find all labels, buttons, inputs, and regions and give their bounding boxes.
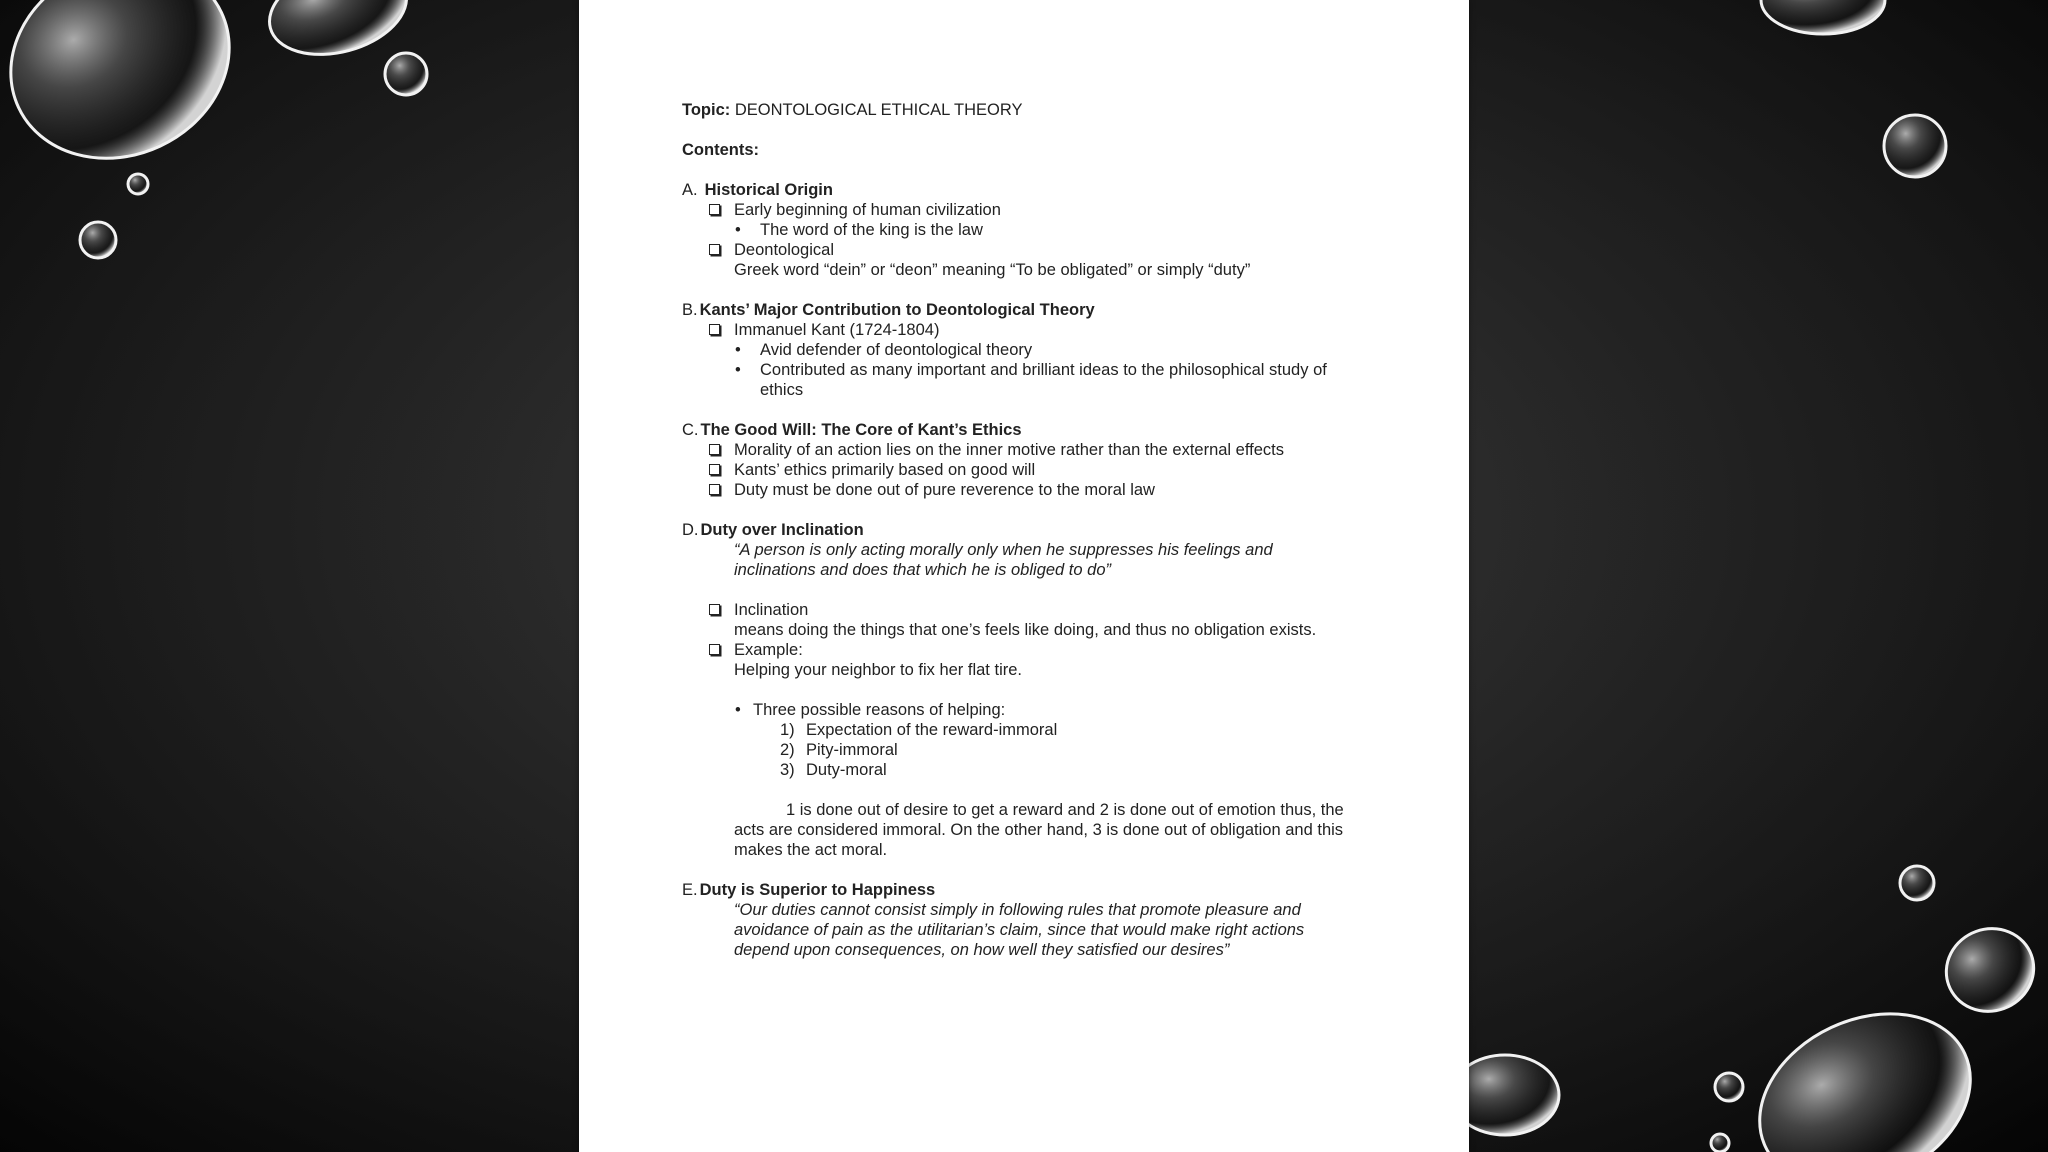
section-b-heading xyxy=(682,300,1402,320)
bullet-icon: • xyxy=(735,701,741,719)
list-item: Deontological xyxy=(682,240,1402,260)
topic-value: DEONTOLOGICAL ETHICAL THEORY xyxy=(734,101,1023,119)
numbered-item: 3) Duty-moral xyxy=(780,761,887,779)
section-d-title: Duty over Inclination xyxy=(700,521,864,539)
bullet-icon: • xyxy=(735,341,741,359)
list-item: • Contributed as many important and brilliant ideas to the philosophical study of ethics xyxy=(735,361,1327,399)
section-d-letter: D. xyxy=(682,521,699,539)
bullet-icon: • xyxy=(735,361,741,379)
section-a-title: Historical Origin xyxy=(704,181,833,199)
section-e-quote: “Our duties cannot consist simply in following rules that promote pleasure and avoidance of pain as the utilitarian’s claim, since that would make right actions depend upon consequences, on how well they satisfied our desires” xyxy=(734,901,1305,959)
list-item: Immanuel Kant (1724-1804) xyxy=(682,320,1402,340)
section-c-heading xyxy=(682,420,1402,440)
section-b-letter: B. xyxy=(682,301,698,319)
section-a-heading xyxy=(682,180,1402,200)
list-item: • Avid defender of deontological theory xyxy=(735,341,1033,359)
list-item: Morality of an action lies on the inner motive rather than the external effects xyxy=(682,440,1402,460)
contents-heading: Contents: xyxy=(682,141,759,159)
topic-line xyxy=(682,100,1402,120)
section-d-heading xyxy=(682,520,1402,540)
topic-label: Topic: xyxy=(682,101,731,119)
list-item: Early beginning of human civilization xyxy=(682,200,1402,220)
section-c-title: The Good Will: The Core of Kant’s Ethics xyxy=(700,421,1022,439)
checkbox-bullet-icon xyxy=(709,204,720,215)
checkbox-bullet-icon xyxy=(709,244,720,255)
item-description: means doing the things that one’s feels like doing, and thus no obligation exists. xyxy=(734,621,1317,639)
section-d-quote: “A person is only acting morally only when he suppresses his feelings and inclinations and does that which he is obliged to do” xyxy=(734,541,1273,579)
section-e-heading xyxy=(682,880,1402,900)
checkbox-bullet-icon xyxy=(709,644,720,655)
document-page xyxy=(579,0,1469,1152)
section-b-title: Kants’ Major Contribution to Deontological Theory xyxy=(699,301,1095,319)
section-a-letter: A. xyxy=(682,181,698,199)
section-d-conclusion: 1 is done out of desire to get a reward and 2 is done out of emotion thus, the acts are considered immoral. On the other hand, 3 is done out of obligation and this makes the act moral. xyxy=(734,801,1344,859)
numbered-item: 2) Pity-immoral xyxy=(780,741,898,759)
item-description: Helping your neighbor to fix her flat tire. xyxy=(734,661,1022,679)
numbered-item: 1) Expectation of the reward-immoral xyxy=(780,721,1058,739)
section-c-letter: C. xyxy=(682,421,699,439)
list-item: Duty must be done out of pure reverence to the moral law xyxy=(682,480,1402,500)
list-item: Kants’ ethics primarily based on good will xyxy=(682,460,1402,480)
checkbox-bullet-icon xyxy=(709,444,720,455)
section-e-letter: E. xyxy=(682,881,698,899)
checkbox-bullet-icon xyxy=(709,484,720,495)
checkbox-bullet-icon xyxy=(709,604,720,615)
list-item: Example: xyxy=(682,640,1402,660)
section-e-title: Duty is Superior to Happiness xyxy=(699,881,936,899)
list-item: • The word of the king is the law xyxy=(735,221,983,239)
list-item: Inclination xyxy=(682,600,1402,620)
list-item: • Three possible reasons of helping: xyxy=(735,701,1006,719)
item-description: Greek word “dein” or “deon” meaning “To be obligated” or simply “duty” xyxy=(734,261,1251,279)
checkbox-bullet-icon xyxy=(709,464,720,475)
document-body xyxy=(682,100,1402,960)
checkbox-bullet-icon xyxy=(709,324,720,335)
bullet-icon: • xyxy=(735,221,741,239)
